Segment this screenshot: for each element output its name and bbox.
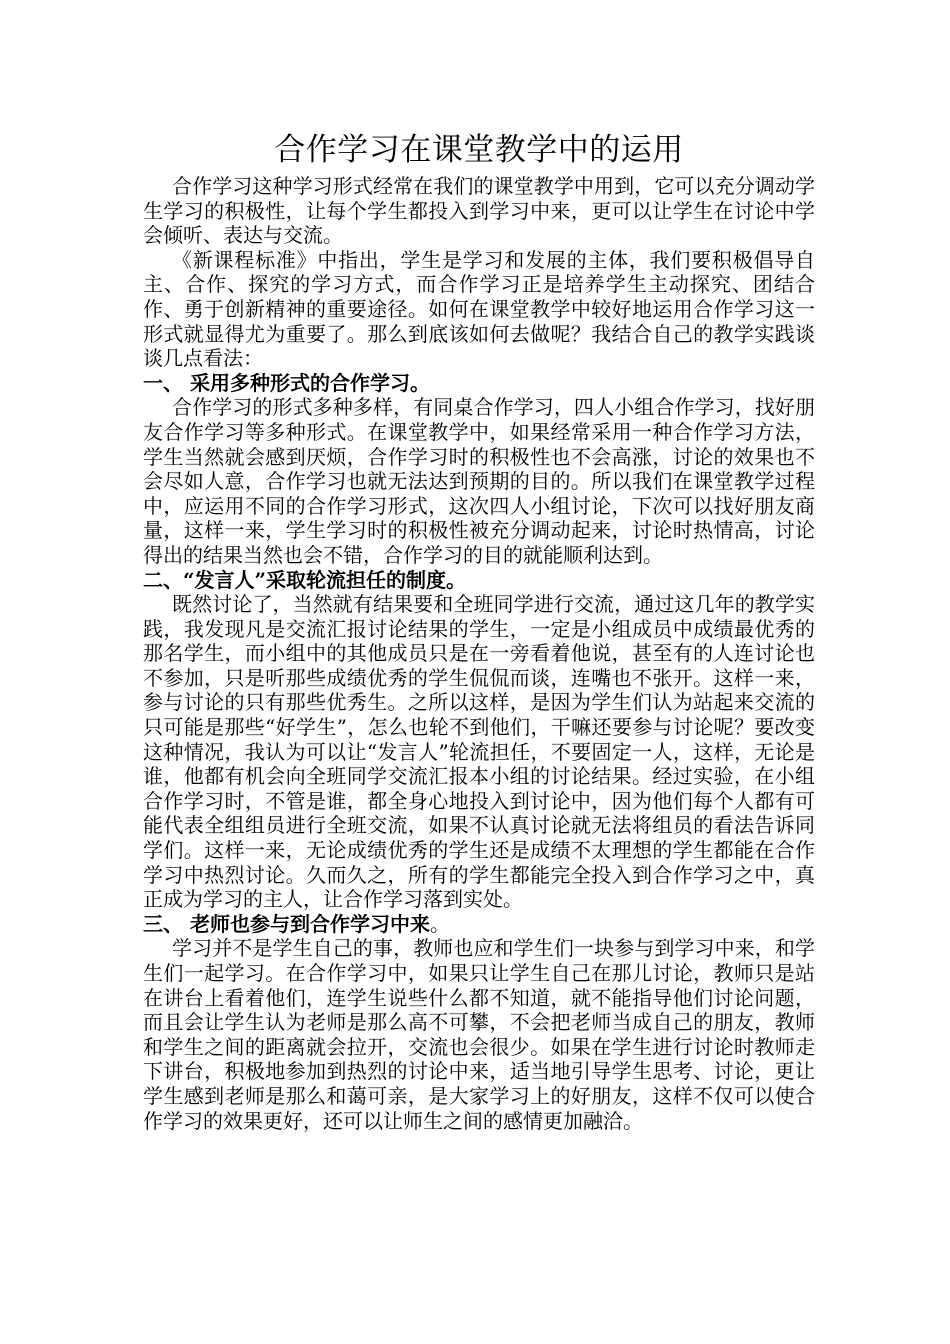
- section-body-2: 既然讨论了，当然就有结果要和全班同学进行交流，通过这几年的教学实践，我发现凡是交流汇报讨论结果的学生，一定是小组成员中成绩最优秀的那名学生，而小组中的其他成员只是在一旁看着他说，甚至有的人连讨论也不参加，只是听那些成绩优秀的学生侃侃而谈，连嘴也不张开。这样一来，参与讨论的只有那些优秀生。之所以这样，是因为学生们认为站起来交流的只可能是那些“好学生”，怎么也轮不到他们，干嘛还要参与讨论呢？要改变这种情况，我认为可以让“发言人”轮流担任，不要固定一人，这样，无论是谁，他都有机会向全班同学交流汇报本小组的讨论结果。经过实验，在小组合作学习时，不管是谁，都全身心地投入到讨论中，因为他们每个人都有可能代表全组组员进行全班交流，如果不认真讨论就无法将组员的看法告诉同学们。这样一来，无论成绩优秀的学生还是成绩不太理想的学生都能在合作学习中热烈讨论。久而久之，所有的学生都能完全投入到合作学习之中，真正成为学习的主人，让合作学习落到实处。: [143, 592, 815, 912]
- document-page: [143, 130, 815, 1133]
- section-heading-3-tail: 。: [429, 911, 450, 936]
- section-heading-2: [143, 568, 815, 593]
- document-title: 合作学习在课堂教学中的运用: [274, 132, 684, 168]
- intro-paragraph-1: 合作学习这种学习形式经常在我们的课堂教学中用到，它可以充分调动学生学习的积极性，让每个学生都投入到学习中来，更可以让学生在讨论中学会倾听、表达与交流。: [143, 174, 815, 248]
- section-heading-3-text: 三、 老师也参与到合作学习中来: [143, 911, 430, 936]
- section-heading-3: [143, 912, 815, 937]
- section-body-1: 合作学习的形式多种多样，有同桌合作学习，四人小组合作学习，找好朋友合作学习等多种形式。在课堂教学中，如果经常采用一种合作学习方法，学生当然就会感到厌烦，合作学习时的积极性也不会高涨，讨论的效果也不会尽如人意，合作学习也就无法达到预期的目的。所以我们在课堂教学过程中，应运用不同的合作学习形式，这次四人小组讨论，下次可以找好朋友商量，这样一来，学生学习时的积极性被充分调动起来，讨论时热情高，讨论得出的结果当然也会不错，合作学习的目的就能顺利达到。: [143, 395, 815, 567]
- intro-paragraph-2: 《新课程标准》中指出，学生是学习和发展的主体，我们要积极倡导自主、合作、探究的学习方式，而合作学习正是培养学生主动探究、团结合作、勇于创新精神的重要途径。如何在课堂教学中较好地运用合作学习这一形式就显得尤为重要了。那么到底该如何去做呢？我结合自己的教学实践谈谈几点看法：: [143, 247, 815, 371]
- section-heading-1-text: 一、 采用多种形式的合作学习。: [143, 370, 430, 395]
- section-heading-2-text: 二、“发言人”采取轮流担任的制度。: [143, 567, 467, 592]
- section-heading-1: [143, 371, 815, 396]
- section-body-3: 学习并不是学生自己的事，教师也应和学生们一块参与到学习中来，和学生们一起学习。在合作学习中，如果只让学生自己在那儿讨论，教师只是站在讲台上看着他们，连学生说些什么都不知道，就不能指导他们讨论问题，而且会让学生认为老师是那么高不可攀，不会把老师当成自己的朋友，教师和学生之间的距离就会拉开，交流也会很少。如果在学生进行讨论时教师走下讲台，积极地参加到热烈的讨论中来，适当地引导学生思考、讨论，更让学生感到老师是那么和蔼可亲，是大家学习上的好朋友，这样不仅可以使合作学习的效果更好，还可以让师生之间的感情更加融洽。: [143, 936, 815, 1133]
